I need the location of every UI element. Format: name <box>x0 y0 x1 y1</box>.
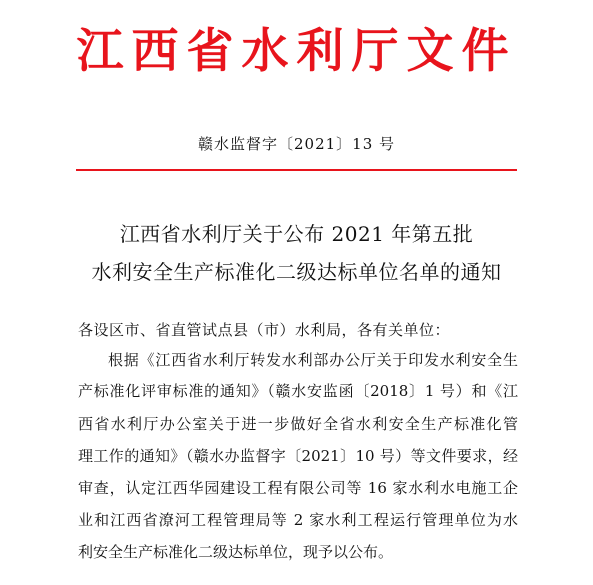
notice-title-line-2: 水利安全生产标准化二级达标单位名单的通知 <box>91 260 502 284</box>
body-paragraph-line: 产标准化评审标准的通知》（赣水安监函〔2018〕1 号）和《江 <box>78 382 518 400</box>
body-paragraph-line: 根据《江西省水利厅转发水利部办公厅关于印发水利安全生 <box>108 351 518 369</box>
red-divider-line <box>76 169 517 171</box>
body-paragraph-line: 利安全生产标准化二级达标单位，现予以公布。 <box>78 543 394 561</box>
notice-title-line-1: 江西省水利厅关于公布 2021 年第五批 <box>119 222 474 246</box>
body-paragraph-line: 西省水利厅办公室关于进一步做好全省水利安全生产标准化管 <box>78 415 518 433</box>
body-paragraph-line: 业和江西省潦河工程管理局等 2 家水利工程运行管理单位为水 <box>78 511 518 529</box>
document-number: 赣水监督字〔2021〕13 号 <box>197 135 396 153</box>
salutation: 各设区市、省直管试点县（市）水利局，各有关单位： <box>78 321 451 339</box>
body-paragraph-line: 审查，认定江西华园建设工程有限公司等 16 家水利水电施工企 <box>78 479 518 497</box>
body-paragraph-line: 理工作的通知》（赣水办监督字〔2021〕10 号）等文件要求，经 <box>78 447 518 465</box>
agency-document-header: 江西省水利厅文件 <box>76 24 517 79</box>
